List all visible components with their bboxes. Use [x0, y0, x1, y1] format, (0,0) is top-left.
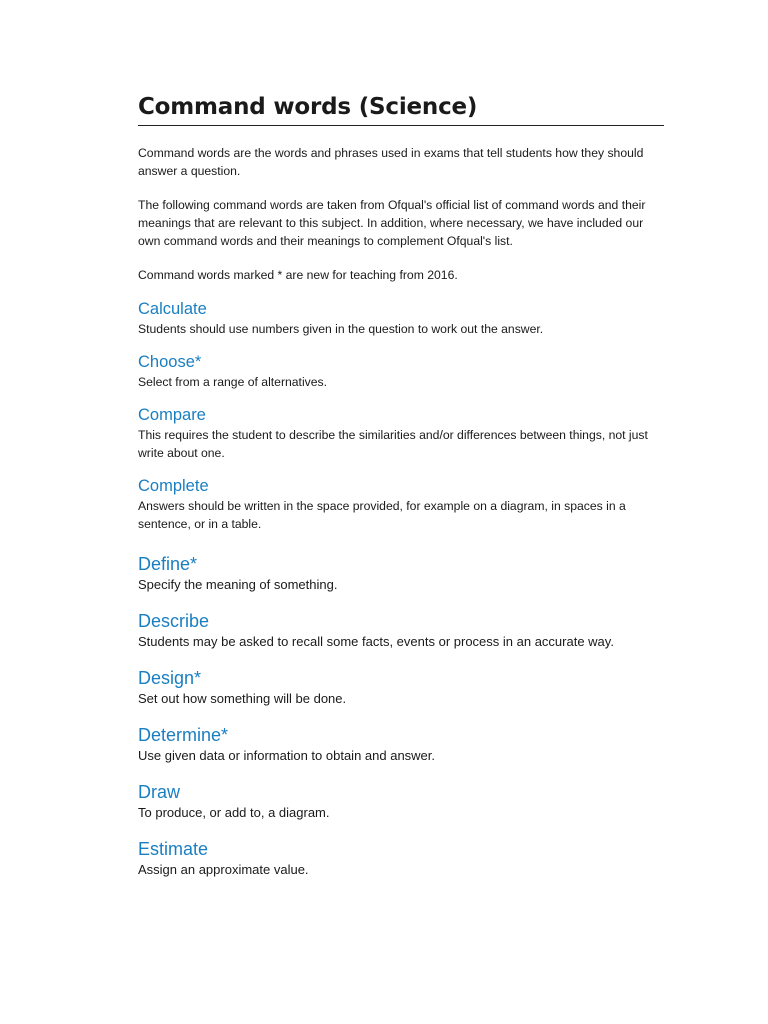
command-term: Choose*	[138, 353, 202, 371]
command-definition: To produce, or add to, a diagram.	[138, 805, 330, 820]
intro-paragraph-1: Command words are the words and phrases used in exams that tell students how they should answer a question.	[138, 146, 644, 178]
command-term: Complete	[138, 477, 209, 495]
command-definition: Use given data or information to obtain and answer.	[138, 748, 436, 763]
command-term: Determine*	[138, 725, 229, 745]
command-definition: Students may be asked to recall some facts, events or process in an accurate way.	[138, 634, 614, 649]
entry-define	[138, 553, 664, 594]
entry-determine	[138, 724, 664, 765]
entry-calculate	[138, 299, 664, 338]
command-term: Define*	[138, 554, 198, 574]
intro-paragraph-2: The following command words are taken from Ofqual's official list of command words and their meanings that are relevant to this subject. In addition, where necessary, we have included our own command words and their meanings to complement Ofqual's list.	[138, 198, 646, 248]
command-term: Design*	[138, 668, 202, 688]
entry-compare	[138, 405, 664, 462]
command-term: Compare	[138, 406, 206, 424]
entry-design	[138, 667, 664, 708]
entry-choose	[138, 352, 664, 391]
command-definition: Select from a range of alternatives.	[138, 375, 328, 389]
command-definition: Answers should be written in the space provided, for example on a diagram, in spaces in a sentence, or in a table.	[138, 499, 626, 531]
page-title: Command words (Science)	[138, 94, 478, 120]
command-definition: This requires the student to describe the similarities and/or differences between things, not just write about one.	[138, 428, 648, 460]
command-definition: Set out how something will be done.	[138, 691, 347, 706]
command-definition: Students should use numbers given in the question to work out the answer.	[138, 322, 544, 336]
command-term: Calculate	[138, 300, 207, 318]
document-page	[138, 92, 664, 879]
command-definition: Specify the meaning of something.	[138, 577, 338, 592]
command-definition: Assign an approximate value.	[138, 862, 309, 877]
command-term: Describe	[138, 611, 210, 631]
command-term: Estimate	[138, 839, 209, 859]
command-term: Draw	[138, 782, 181, 802]
entry-estimate	[138, 838, 664, 879]
entry-draw	[138, 781, 664, 822]
entry-describe	[138, 610, 664, 651]
intro-paragraph-3: Command words marked * are new for teaching from 2016.	[138, 268, 458, 282]
title-rule	[138, 125, 664, 126]
entry-complete	[138, 476, 664, 533]
